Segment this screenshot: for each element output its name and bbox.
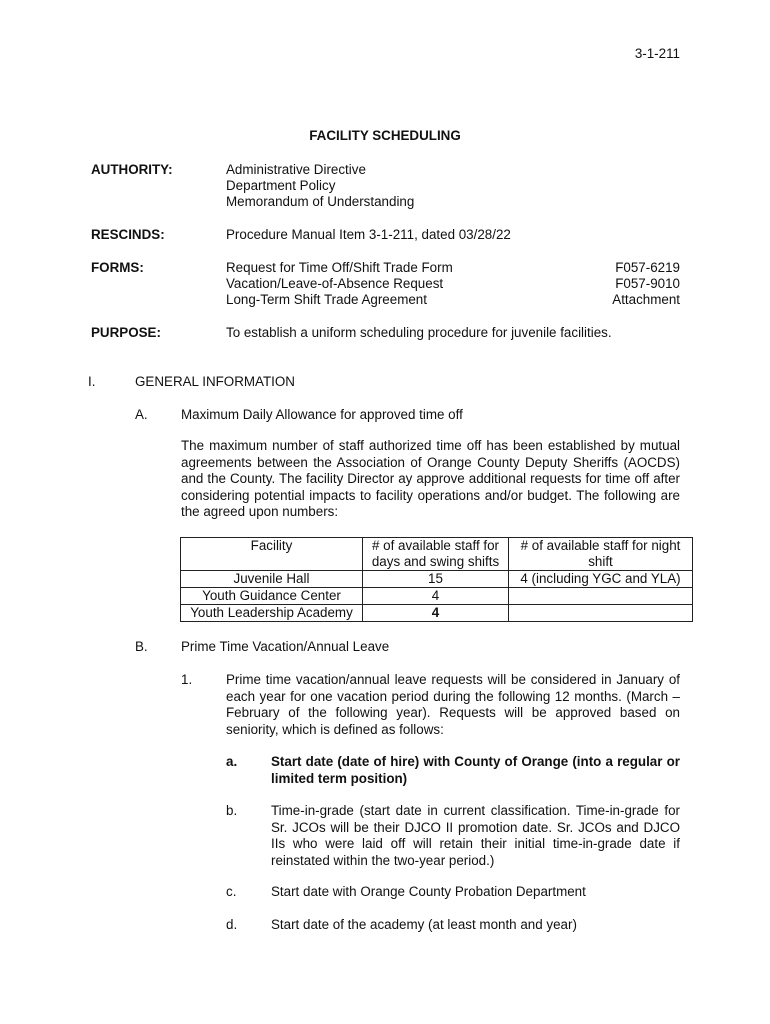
authority-item: Administrative Directive	[226, 162, 366, 177]
table-header-cell: Facility	[181, 538, 363, 571]
table-row	[181, 605, 693, 622]
table-row	[181, 571, 693, 588]
subitem-text: Start date (date of hire) with County of Orange (into a regular or limited term position)	[271, 754, 680, 786]
table-cell: 15	[363, 571, 509, 588]
forms-label: FORMS:	[91, 260, 144, 275]
prime-time-paragraph: Prime time vacation/annual leave requests will be considered in January of each year for one vacation period during the following 12 months. (March – February of the following year). Requests will be approved based on seniority, which is defined as follows:	[226, 672, 680, 737]
table-cell: 4	[363, 605, 509, 622]
table-header-row	[181, 538, 693, 571]
subsection-letter: B.	[135, 639, 148, 654]
subitem-text: Start date of the academy (at least month and year)	[271, 917, 577, 932]
document-title: FACILITY SCHEDULING	[309, 128, 461, 143]
table-row	[181, 588, 693, 605]
form-name: Long-Term Shift Trade Agreement	[226, 292, 427, 307]
purpose-label: PURPOSE:	[91, 325, 161, 340]
subitem-text: Time-in-grade (start date in current classification. Time-in-grade for Sr. JCOs will be their DJCO II promotion date. Sr. JCOs and DJCO IIs who were laid off will retain their initial time-in-grade date if reinstated within the two-year period.)	[271, 803, 680, 868]
table-cell: Youth Guidance Center	[181, 588, 363, 605]
table-cell	[509, 588, 693, 605]
form-code: Attachment	[612, 292, 680, 307]
rescinds-value: Procedure Manual Item 3-1-211, dated 03/28/22	[226, 227, 511, 242]
table-cell: 4 (including YGC and YLA)	[509, 571, 693, 588]
table-header-cell: # of available staff for night shift	[509, 538, 693, 571]
table-cell: Juvenile Hall	[181, 571, 363, 588]
section-number: I.	[88, 374, 96, 389]
authority-item: Department Policy	[226, 178, 336, 193]
table-header-cell: # of available staff for days and swing shifts	[363, 538, 509, 571]
form-name: Vacation/Leave-of-Absence Request	[226, 276, 444, 291]
item-number: 1.	[181, 672, 193, 687]
table-cell	[509, 605, 693, 622]
table-cell: Youth Leadership Academy	[181, 605, 363, 622]
subsection-heading: Maximum Daily Allowance for approved time off	[181, 407, 463, 422]
rescinds-label: RESCINDS:	[91, 227, 165, 242]
subitem-text: Start date with Orange County Probation Department	[271, 884, 586, 899]
authority-label: AUTHORITY:	[91, 162, 173, 177]
subitem-letter: c.	[226, 884, 237, 899]
subitem-letter: b.	[226, 803, 238, 818]
allowance-paragraph: The maximum number of staff authorized time off has been established by mutual agreements between the Association of Orange County Deputy Sheriffs (AOCDS) and the County. The facility Director ay approve additional requests for time off after considering potential impacts to facility operations and/or budget. The following are the agreed upon numbers:	[181, 438, 680, 519]
table-cell: 4	[363, 588, 509, 605]
subsection-letter: A.	[135, 407, 148, 422]
document-number: 3-1-211	[634, 46, 680, 61]
subitem-letter: d.	[226, 917, 238, 932]
subitem-letter: a.	[226, 754, 238, 769]
allowance-table	[180, 537, 693, 622]
form-name: Request for Time Off/Shift Trade Form	[226, 260, 453, 275]
subsection-heading: Prime Time Vacation/Annual Leave	[181, 639, 390, 654]
authority-item: Memorandum of Understanding	[226, 194, 415, 209]
form-code: F057-6219	[615, 260, 680, 275]
form-code: F057-9010	[615, 276, 680, 291]
section-heading: GENERAL INFORMATION	[135, 374, 295, 389]
purpose-value: To establish a uniform scheduling procedure for juvenile facilities.	[226, 325, 612, 340]
